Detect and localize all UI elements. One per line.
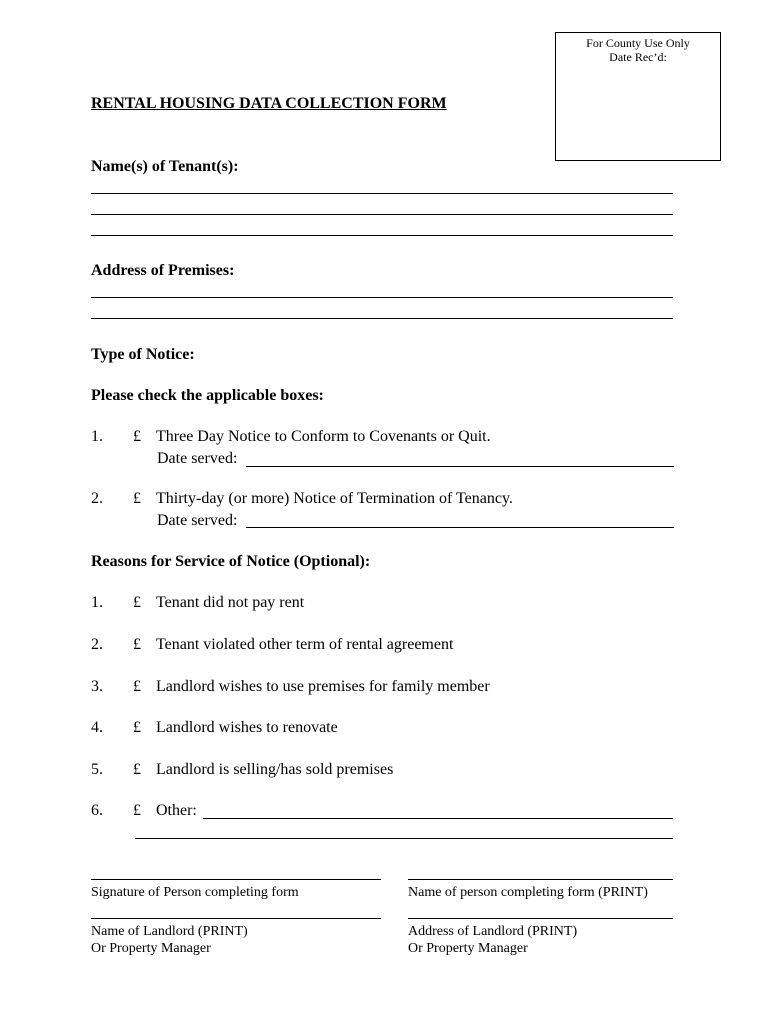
tenant-name-line-1[interactable] (91, 193, 673, 194)
landlord-name-line[interactable] (91, 918, 381, 919)
landlord-address-sublabel: Or Property Manager (408, 941, 528, 956)
tenant-name-line-3[interactable] (91, 235, 673, 236)
signature-label: Signature of Person completing form (91, 885, 299, 900)
reason-number: 6. (91, 802, 103, 819)
other-reason-line-1[interactable] (203, 818, 673, 819)
reason-checkbox-3[interactable]: £ (133, 678, 141, 695)
print-name-line[interactable] (408, 879, 673, 880)
notice-item-number: 2. (91, 490, 103, 507)
tenant-names-label: Name(s) of Tenant(s): (91, 158, 239, 175)
print-name-label: Name of person completing form (PRINT) (408, 885, 648, 900)
date-served-label: Date served: (157, 512, 238, 529)
county-use-label: For County Use Only (586, 36, 690, 50)
reason-number: 3. (91, 678, 103, 695)
reason-number: 5. (91, 761, 103, 778)
reason-text: Tenant violated other term of rental agreement (156, 636, 454, 653)
signature-line[interactable] (91, 879, 381, 880)
landlord-name-sublabel: Or Property Manager (91, 941, 211, 956)
reason-text: Landlord wishes to use premises for family member (156, 678, 490, 695)
notice-type-label: Type of Notice: (91, 346, 195, 363)
reason-checkbox-6[interactable]: £ (133, 802, 141, 819)
reason-checkbox-1[interactable]: £ (133, 594, 141, 611)
notice-item-text: Three Day Notice to Conform to Covenants or Quit. (156, 428, 491, 445)
reason-text: Landlord is selling/has sold premises (156, 761, 394, 778)
reason-text: Tenant did not pay rent (156, 594, 305, 611)
reason-number: 2. (91, 636, 103, 653)
reason-text: Other: (156, 802, 197, 819)
reason-checkbox-2[interactable]: £ (133, 636, 141, 653)
address-line-1[interactable] (91, 297, 673, 298)
county-use-box (555, 32, 721, 161)
reason-number: 4. (91, 719, 103, 736)
date-served-line-2[interactable] (246, 527, 674, 528)
other-reason-line-2[interactable] (135, 838, 673, 839)
reason-checkbox-4[interactable]: £ (133, 719, 141, 736)
landlord-address-line[interactable] (408, 918, 673, 919)
landlord-name-label: Name of Landlord (PRINT) (91, 924, 248, 939)
notice-checkbox-2[interactable]: £ (133, 490, 141, 507)
notice-checkbox-1[interactable]: £ (133, 428, 141, 445)
landlord-address-label: Address of Landlord (PRINT) (408, 924, 578, 939)
address-line-2[interactable] (91, 318, 673, 319)
date-served-line-1[interactable] (246, 466, 674, 467)
reasons-label: Reasons for Service of Notice (Optional): (91, 553, 371, 570)
tenant-name-line-2[interactable] (91, 214, 673, 215)
notice-instruction: Please check the applicable boxes: (91, 387, 324, 404)
form-title: RENTAL HOUSING DATA COLLECTION FORM (91, 95, 447, 112)
reason-text: Landlord wishes to renovate (156, 719, 338, 736)
date-received-label: Date Rec’d: (609, 50, 667, 64)
address-label: Address of Premises: (91, 262, 235, 279)
notice-item-text: Thirty-day (or more) Notice of Termination of Tenancy. (156, 490, 513, 507)
reason-number: 1. (91, 594, 103, 611)
notice-item-number: 1. (91, 428, 103, 445)
reason-checkbox-5[interactable]: £ (133, 761, 141, 778)
date-served-label: Date served: (157, 450, 238, 467)
